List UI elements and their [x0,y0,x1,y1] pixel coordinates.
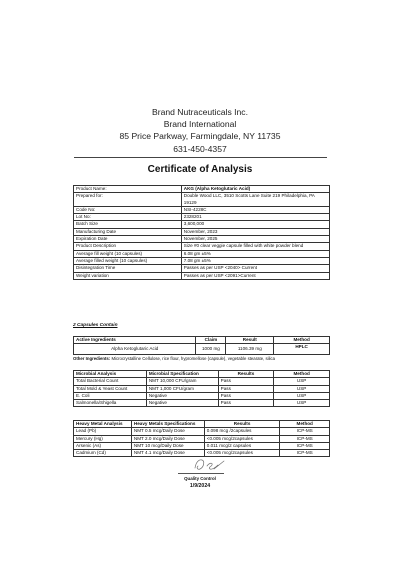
microbial-analysis-table [73,370,330,407]
table-row [74,186,330,193]
document-title: Certificate of Analysis [147,164,253,175]
ingredients-header-result: Result [226,337,274,344]
signoff-date: 1/9/2024 [189,483,211,489]
metal-header-spec: Heavy Metals Specifications [131,421,204,428]
ingredient-claim: 1000 mg [196,344,226,355]
table-cell: Pass [218,392,274,399]
table-cell: NMT 0.5 mcg/Daily Dose [131,428,204,435]
micro-header-results: Results [218,371,274,378]
product-field-value: AKG (Alpha Ketoglutaric Acid) [181,186,329,193]
other-ingredients-label: Other Ingredients: [73,356,111,361]
table-cell: Total Bacterial Count [74,378,147,385]
table-cell: 0.011 mcg/2 capsules [204,442,280,449]
other-ingredients-text: Microcrystalline Cellulose, rice flour, hypromellose (capsule), vegetable stearate, silica [110,356,276,361]
table-row [74,221,330,228]
company-name: Brand Nutraceuticals Inc. [151,107,248,117]
table-cell: NMT 4.1 mcg/Daily Dose [131,450,204,457]
table-cell: NMT 10,000 CFU/gram [146,378,218,385]
company-address: 85 Price Parkway, Farmingdale, NY 11735 [119,131,281,142]
table-cell: NMT 10 mcg/Daily Dose [131,442,204,449]
product-field-value: NSI-4228C [181,206,329,213]
brand-name: Brand International [163,119,237,130]
product-field-label: Product Name: [74,186,182,193]
product-field-value: November, 2023 [181,228,329,235]
table-row [74,265,330,272]
table-cell: Salmonella/Shigella [74,400,147,407]
micro-header-method: Method [274,371,330,378]
table-cell: E. Coli [74,392,147,399]
table-cell: Arsenic (As) [74,442,132,449]
table-cell: Pass [218,400,274,407]
active-ingredients-table [73,336,330,355]
table-row [74,250,330,257]
table-cell: ICP-MS [280,428,330,435]
table-row [74,193,330,207]
product-field-label: Product Description [74,243,182,250]
quality-control-signature [192,457,228,471]
table-cell: ICP-MS [280,442,330,449]
signature-line [178,473,224,474]
table-row [74,435,330,442]
table-cell: Pass [218,378,274,385]
table-cell: <0.005 mcg/2capsules [204,450,280,457]
table-row [74,214,330,221]
metal-header-method: Method [280,421,330,428]
company-header [0,106,400,155]
metal-header-results: Results [204,421,280,428]
metal-header-analysis: Heavy Metal Analysis [74,421,132,428]
table-row [74,228,330,235]
ingredient-method: HPLC [274,344,330,355]
product-field-label: Prepared for: [74,193,182,207]
ingredient-name: Alpha Ketoglutaric Acid [74,344,196,355]
table-row [74,400,330,407]
table-row [74,243,330,250]
micro-header-analysis: Microbial Analysis [74,371,147,378]
product-field-value: 6.08 gm ±5% [181,250,329,257]
product-field-value: Passes as per USP <2091>Current [181,272,329,279]
ingredient-result: 1106.39 mg [226,344,274,355]
product-field-label: Lot No: [74,214,182,221]
table-cell: ICP-MS [280,450,330,457]
table-cell: <0.005 mcg/2capsules [204,435,280,442]
table-row [74,428,330,435]
table-cell: USP [274,400,330,407]
table-row [74,344,330,355]
ingredients-header-claim: Claim [196,337,226,344]
product-field-label: Code No: [74,206,182,213]
header-divider [74,157,327,158]
table-cell: Cadmium (Cd) [74,450,132,457]
table-cell: Lead (Pb) [74,428,132,435]
product-field-label: Average fill weight (10 capsules) [74,250,182,257]
table-row [74,392,330,399]
table-cell: Negative [146,400,218,407]
product-field-label: Batch Size [74,221,182,228]
product-field-value: 7.08 gm ±5% [181,257,329,264]
product-field-value: 3,600,000 [181,221,329,228]
capsules-section-title: 2 Capsules Contain [73,323,118,328]
table-row [74,442,330,449]
company-phone: 631-450-4357 [173,143,227,154]
product-field-value: Double Wood LLC, 3510 Scotts Lane Suite 219 Philadelphia, PA 19129 [181,193,329,207]
heavy-metal-analysis-table [73,420,330,457]
product-field-value: Size #0 clear veggie capsule filled with white powder blend [181,243,329,250]
product-field-value: 2328201 [181,214,329,221]
table-row [74,272,330,279]
table-row [74,206,330,213]
ingredients-header-active: Active Ingredients [74,337,196,344]
ingredients-header-method: Method [274,337,330,344]
table-cell: Pass [218,385,274,392]
product-field-label: Manufacturing Date [74,228,182,235]
product-info-table [73,185,330,280]
table-cell: USP [274,392,330,399]
table-cell: NMT 2.0 mcg/Daily Dose [131,435,204,442]
quality-control-label: Quality Control [184,476,216,481]
product-field-label: Average filled weight (10 capsules) [74,257,182,264]
table-row [74,378,330,385]
table-row [74,257,330,264]
table-row [74,385,330,392]
table-cell: USP [274,385,330,392]
table-cell: 0.098 mcg /2capsules [204,428,280,435]
other-ingredients [73,356,333,362]
table-cell: Mercury (Hg) [74,435,132,442]
table-row [74,450,330,457]
table-row [74,236,330,243]
product-field-value: November, 2025 [181,236,329,243]
table-cell: NMT 1,000 CFU/gram [146,385,218,392]
product-field-label: Weight variation [74,272,182,279]
table-cell: Negative [146,392,218,399]
table-cell: Total Mold & Yeast Count [74,385,147,392]
product-field-value: Passes as per USP <2040> Current [181,265,329,272]
micro-header-spec: Microbial Specification [146,371,218,378]
product-field-label: Expiration Date [74,236,182,243]
product-field-label: Disintegration Time [74,265,182,272]
table-cell: USP [274,378,330,385]
table-cell: ICP-MS [280,435,330,442]
